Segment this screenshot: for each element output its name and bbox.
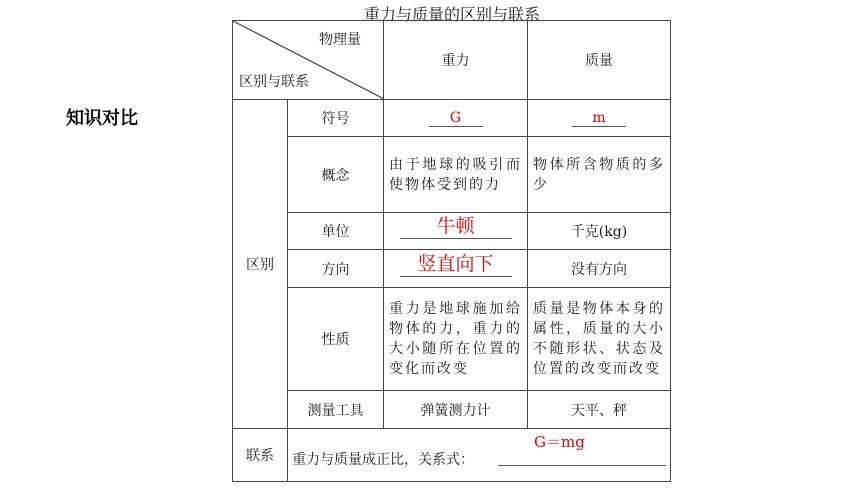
table-row (233, 137, 671, 213)
header-physical-quantity: 物理量 (319, 32, 361, 48)
row-label-concept: 概念 (288, 137, 384, 213)
row-label-unit: 单位 (288, 213, 384, 250)
row-label-symbol: 符号 (288, 100, 384, 137)
header-gravity: 重力 (384, 21, 528, 100)
answer-blank-line (498, 465, 666, 466)
symbol-gravity-answer: G (429, 110, 483, 127)
table-row (233, 288, 671, 391)
property-gravity: 重力是地球施加给物体的力，重力的大小随所在位置的变化而改变 (384, 288, 528, 391)
comparison-table (232, 20, 670, 490)
row-label-direction: 方向 (288, 250, 384, 288)
direction-mass: 没有方向 (528, 250, 671, 288)
link-cell (288, 429, 671, 482)
tool-gravity: 弹簧测力计 (384, 391, 528, 429)
table-row (233, 391, 671, 429)
group-label-difference: 区别 (233, 100, 288, 429)
row-label-property: 性质 (288, 288, 384, 391)
symbol-mass-cell (528, 100, 671, 137)
symbol-gravity-cell (384, 100, 528, 137)
table-row (233, 100, 671, 137)
link-formula-answer: G＝mg (534, 433, 585, 451)
table-row (233, 213, 671, 250)
concept-gravity: 由于地球的吸引而使物体受到的力 (384, 137, 528, 213)
table-title: 重力与质量的区别与联系 (363, 5, 540, 24)
header-difference-link: 区别与联系 (239, 74, 309, 90)
table-row-link (233, 429, 671, 482)
row-label-tool: 测量工具 (288, 391, 384, 429)
section-heading: 知识对比 (66, 108, 138, 129)
table-header-row (233, 21, 671, 100)
link-text: 重力与质量成正比，关系式： (292, 452, 474, 468)
tool-mass: 天平、秤 (528, 391, 671, 429)
unit-gravity-cell (384, 213, 528, 250)
table-row (233, 250, 671, 288)
group-label-link: 联系 (233, 429, 288, 482)
concept-mass: 物体所含物质的多少 (528, 137, 671, 213)
header-mass: 质量 (528, 21, 671, 100)
unit-mass: 千克(kg) (528, 213, 671, 250)
unit-gravity-answer: 牛顿 (400, 211, 512, 239)
property-mass: 质量是物体本身的属性，质量的大小不随形状、状态及位置的改变而改变 (528, 288, 671, 391)
direction-gravity-cell (384, 250, 528, 288)
diagonal-header-cell (233, 21, 384, 100)
direction-gravity-answer: 竖直向下 (400, 249, 512, 277)
symbol-mass-answer: m (572, 110, 626, 127)
